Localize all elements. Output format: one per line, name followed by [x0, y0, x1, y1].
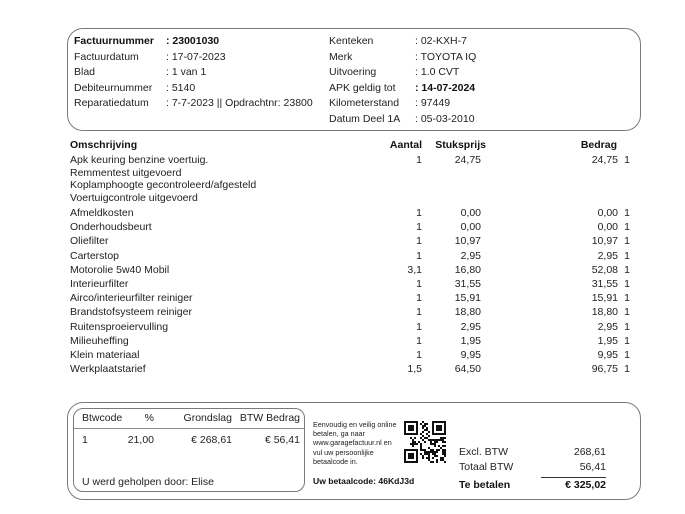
item-quantity: 3,1 [407, 263, 422, 276]
item-amount: 31,55 [591, 278, 618, 291]
item-quantity: 1 [416, 320, 422, 333]
item-description: Werkplaatstarief [70, 363, 146, 376]
vat-table [73, 408, 305, 492]
qr-code-icon[interactable] [404, 421, 446, 463]
table-row [70, 234, 630, 248]
column-header-quantity: Aantal [389, 139, 422, 151]
vehicle-field-label: Kilometerstand [329, 97, 400, 110]
item-unit-price: 2,95 [460, 320, 481, 333]
item-unit-price: 1,95 [460, 334, 481, 347]
invoice-field-label: Blad [74, 66, 96, 79]
item-amount: 10,97 [591, 235, 618, 248]
online-payment-info: Eenvoudig en veilig online betalen, ga naar www.garagefactuur.nl en vul uw persoonlijke betaalcode in. [313, 420, 397, 466]
vat-percent: 21,00 [127, 434, 154, 446]
vehicle-field-label: Datum Deel 1A [329, 112, 401, 125]
vehicle-field-label: Kenteken [329, 35, 374, 47]
table-row [70, 153, 630, 206]
item-description: Afmeldkosten [70, 207, 134, 220]
table-row [70, 249, 630, 263]
item-description: Ruitensproeiervulling [70, 320, 169, 333]
item-unit-price: 9,95 [460, 348, 481, 361]
total-excl-vat-label: Excl. BTW [459, 446, 508, 458]
item-quantity: 1,5 [407, 363, 422, 376]
item-amount: 52,08 [591, 263, 618, 276]
payment-code: Uw betaalcode: 46KdJ3d [313, 476, 415, 486]
item-quantity: 1 [416, 278, 422, 291]
vat-table-header [74, 409, 304, 429]
item-amount: 2,95 [597, 320, 618, 333]
invoice-field-value: : 5140 [166, 81, 196, 94]
total-excl-vat-row [458, 445, 606, 460]
item-unit-price: 2,95 [460, 249, 481, 262]
item-quantity: 1 [416, 292, 422, 305]
item-amount: 0,00 [597, 221, 618, 234]
table-row [70, 220, 630, 234]
item-description: Interieurfilter [70, 278, 129, 291]
table-row [70, 277, 630, 291]
item-vat-code: 1 [624, 235, 630, 248]
vat-header-percent: % [144, 412, 154, 424]
item-description: Airco/interieurfilter reiniger [70, 292, 193, 305]
item-unit-price: 0,00 [460, 207, 481, 220]
item-unit-price: 10,97 [454, 235, 481, 248]
invoice-field-value: : 23001030 [166, 35, 220, 47]
item-quantity: 1 [416, 334, 422, 347]
item-vat-code: 1 [624, 278, 630, 291]
vat-table-row [74, 433, 304, 448]
table-row [70, 305, 630, 319]
item-unit-price: 18,80 [454, 306, 481, 319]
item-vat-code: 1 [624, 292, 630, 305]
item-amount: 96,75 [591, 363, 618, 376]
item-amount: 1,95 [597, 334, 618, 347]
invoice-header-box [67, 28, 641, 131]
item-vat-code: 1 [624, 334, 630, 347]
item-description: Brandstofsysteem reiniger [70, 306, 192, 319]
item-unit-price: 16,80 [454, 263, 481, 276]
item-description: Onderhoudsbeurt [70, 221, 152, 234]
item-vat-code: 1 [624, 249, 630, 262]
item-unit-price: 31,55 [454, 278, 481, 291]
table-row [70, 348, 630, 362]
item-vat-code: 1 [624, 263, 630, 276]
item-description-line: Koplamphoogte gecontroleerd/afgesteld [70, 179, 257, 192]
table-row [70, 320, 630, 334]
vat-header-base: Grondslag [183, 412, 232, 424]
total-due-row [458, 478, 606, 493]
item-quantity: 1 [416, 235, 422, 248]
item-description: Apk keuring benzine voertuig. [70, 154, 209, 166]
item-vat-code: 1 [624, 348, 630, 361]
invoice-field-label: Debiteurnummer [74, 81, 153, 94]
item-description: Oliefilter [70, 235, 109, 248]
item-quantity: 1 [416, 154, 422, 166]
column-header-unit-price: Stuksprijs [435, 139, 486, 151]
vehicle-field-value: : 02-KXH-7 [415, 35, 467, 47]
item-amount: 18,80 [591, 306, 618, 319]
item-description: Klein materiaal [70, 348, 140, 361]
item-unit-price: 64,50 [454, 363, 481, 376]
item-vat-code: 1 [624, 154, 630, 166]
item-vat-code: 1 [624, 363, 630, 376]
vat-header-amount: BTW Bedrag [239, 412, 300, 424]
item-description: Milieuheffing [70, 334, 129, 347]
vat-amount: € 56,41 [264, 434, 300, 446]
column-header-amount: Bedrag [580, 139, 617, 151]
invoice-field-label: Factuurdatum [74, 50, 139, 63]
vehicle-field-value: : 05-03-2010 [415, 112, 475, 125]
item-quantity: 1 [416, 249, 422, 262]
vat-code: 1 [82, 434, 88, 446]
column-header-description: Omschrijving [70, 139, 138, 151]
item-vat-code: 1 [624, 207, 630, 220]
invoice-field-label: Reparatiedatum [74, 97, 149, 110]
totals-summary [458, 445, 606, 492]
item-description-line: Voertuigcontrole uitgevoerd [70, 191, 198, 204]
vehicle-field-value: : 1.0 CVT [415, 66, 460, 79]
item-vat-code: 1 [624, 306, 630, 319]
table-row [70, 334, 630, 348]
item-amount: 0,00 [597, 207, 618, 220]
item-quantity: 1 [416, 306, 422, 319]
table-row [70, 206, 630, 220]
item-description: Motorolie 5w40 Mobil [70, 263, 170, 276]
invoice-footer-box [67, 402, 641, 500]
line-items-body [70, 153, 630, 376]
item-amount: 15,91 [591, 292, 618, 305]
item-amount: 24,75 [591, 154, 618, 166]
item-amount: 2,95 [597, 249, 618, 262]
item-vat-code: 1 [624, 320, 630, 333]
item-amount: 9,95 [597, 348, 618, 361]
item-unit-price: 15,91 [454, 292, 481, 305]
total-vat-value: 56,41 [579, 460, 606, 473]
table-row [70, 263, 630, 277]
item-vat-code: 1 [624, 221, 630, 234]
vehicle-field-label: APK geldig tot [329, 81, 396, 94]
invoice-field-value: : 7-7-2023 || Opdrachtnr: 23800 [166, 97, 313, 110]
item-quantity: 1 [416, 207, 422, 220]
total-due-label: Te betalen [459, 478, 511, 491]
helped-by-text: U werd geholpen door: Elise [82, 476, 214, 488]
total-vat-label: Totaal BTW [459, 460, 514, 473]
total-vat-row [458, 460, 606, 475]
line-items-header [70, 138, 630, 153]
invoice-field-value: : 17-07-2023 [166, 50, 226, 63]
vehicle-field-value: : 14-07-2024 [415, 81, 476, 94]
vehicle-field-value: : TOYOTA IQ [415, 50, 477, 63]
vehicle-field-value: : 97449 [415, 97, 451, 110]
vehicle-field-label: Merk [329, 50, 353, 63]
item-unit-price: 24,75 [454, 154, 481, 166]
total-due-value: € 325,02 [565, 478, 606, 491]
item-quantity: 1 [416, 348, 422, 361]
table-row [70, 362, 630, 376]
item-description-line: Remmentest uitgevoerd [70, 167, 182, 180]
vat-base: € 268,61 [191, 434, 232, 446]
line-items-table [70, 138, 630, 376]
vat-header-code: Btwcode [82, 412, 123, 424]
table-row [70, 291, 630, 305]
invoice-field-value: : 1 van 1 [166, 66, 207, 79]
item-description: Carterstop [70, 249, 120, 262]
vehicle-field-label: Uitvoering [329, 66, 377, 79]
invoice-field-label: Factuurnummer [74, 35, 154, 47]
item-unit-price: 0,00 [460, 221, 481, 234]
total-excl-vat-value: 268,61 [573, 446, 606, 458]
item-quantity: 1 [416, 221, 422, 234]
